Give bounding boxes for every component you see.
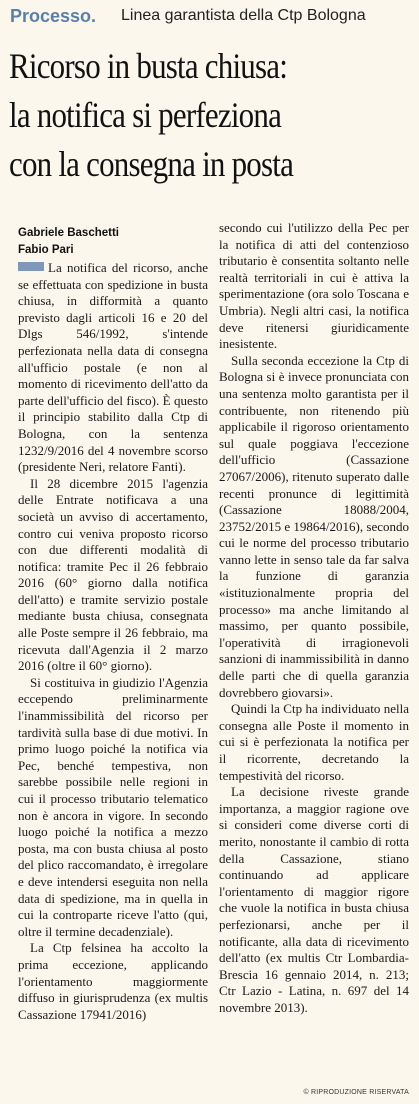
article-paragraph: La decisione riveste grande importanza, a maggior ragione ove si consideri come diverse corti di merito, nonostante il cambio di rotta della Cassazione, stiano continuando ad applicare l'orientamento di maggior rigore che vuole la notifica in busta chiusa perfezionarsi, anche per il notificante, alla data di ricevimento dell'atto (ex multis Ctr Lombardia-Brescia 16 gennaio 2014, n. 213; Ctr Lazio - Latina, n. 697 del 14 novembre 2013). bbox=[219, 784, 409, 1015]
author-name: Gabriele Baschetti bbox=[18, 227, 119, 239]
copyright-notice: © RIPRODUZIONE RISERVATA bbox=[303, 1089, 409, 1096]
article-paragraph: Quindi la Ctp ha individuato nella consegna alle Poste il momento in cui si è perfezionata la notifica per il ricorrente, decretando la tempestività del ricorso. bbox=[219, 701, 409, 783]
article-column-right bbox=[219, 220, 409, 1017]
section-header bbox=[0, 4, 419, 30]
article-paragraph-text: La notifica del ricorso, anche se effettuata con spedizione in busta chiusa, in difformità a quanto previsto dagli articoli 16 e 20 del Dlgs 546/1992, s'intende perfezionata nella data di consegna all'ufficio postale (e non al momento di ricevimento dell'atto da parte dell'ufficio del fisco). È questo il principio stabilito dalla Ctp di Bologna, con la sentenza 1232/9/2016 del 4 novembre scorso (presidente Neri, relatore Fanti). bbox=[18, 260, 208, 475]
byline bbox=[18, 225, 119, 259]
article-headline bbox=[9, 42, 413, 189]
article-paragraph: La Ctp felsinea ha accolto la prima eccezione, applicando l'orientamento maggiormente diffuso in giurisprudenza (ex multis Cassazione 17941/2016) bbox=[18, 940, 208, 1022]
section-subkicker: Linea garantista della Ctp Bologna bbox=[121, 7, 366, 24]
article-paragraph: secondo cui l'utilizzo della Pec per la notifica di atti del contenzioso tributario è consentita soltanto nelle realtà territoriali in cui è attiva la sperimentazione (ora solo Toscana e Umbria). Negli altri casi, la notifica deve ritenersi giuridicamente inesistente. bbox=[219, 220, 409, 352]
article-column-left bbox=[18, 260, 208, 1023]
author-name: Fabio Pari bbox=[18, 244, 74, 256]
paragraph-marker-icon bbox=[18, 262, 44, 271]
article-paragraph: Sulla seconda eccezione la Ctp di Bologna si è invece pronunciata con una sentenza molto garantista per il contribuente, non ritenendo più applicabile il rigoroso orientamento sul quale poggiava l'eccezione dell'ufficio (Cassazione 27067/2006), ritenuto superato dalle recenti pronunce di legittimità (Cassazione 18088/2004, 23752/2015 e 19864/2016), secondo cui le norme del processo tributario vanno lette in senso tale da far salva la funzione di garanzia «istituzionalmente propria del processo» ma anche limitando al massimo, per quanto possibile, l'operatività di irragionevoli sanzioni di inammissibilità in danno delle parti che di quella garanzia dovrebbero giovarsi». bbox=[219, 352, 409, 700]
headline-line-1: Ricorso in busta chiusa: bbox=[9, 46, 288, 86]
headline-line-2: la notifica si perfeziona bbox=[9, 95, 282, 135]
section-kicker: Processo. bbox=[10, 6, 97, 26]
article-paragraph: Si costituiva in giudizio l'Agenzia eccependo preliminarmente l'inammissibilità del ricorso per tardività sulla base di due motivi. In primo luogo poiché la notifica via Pec, benché tempestiva, non sarebbe possibile nelle regioni in cui il processo tributario telematico non è ancora in vigore. In secondo luogo poiché la notifica a mezzo posta, ma con busta chiusa al posto del plico raccomandato, è irregolare e deve intendersi eseguita non nella data di spedizione, ma in quella in cui la controparte riceve l'atto (qui, oltre il termine decadenziale). bbox=[18, 674, 208, 939]
headline-line-3: con la consegna in posta bbox=[9, 144, 294, 184]
article-paragraph bbox=[18, 260, 208, 476]
article-paragraph: Il 28 dicembre 2015 l'agenzia delle Entrate notificava a una società un avviso di accertamento, contro cui veniva proposto ricorso con due differenti modalità di notifica: tramite Pec il 26 febbraio 2016 (60° giorno dalla notifica dell'atto) e tramite servizio postale mediante busta chiusa, consegnata alle Poste sempre il 26 febbraio, ma ricevuta dall'Agenzia il 2 marzo 2016 (oltre il 60° giorno). bbox=[18, 475, 208, 674]
